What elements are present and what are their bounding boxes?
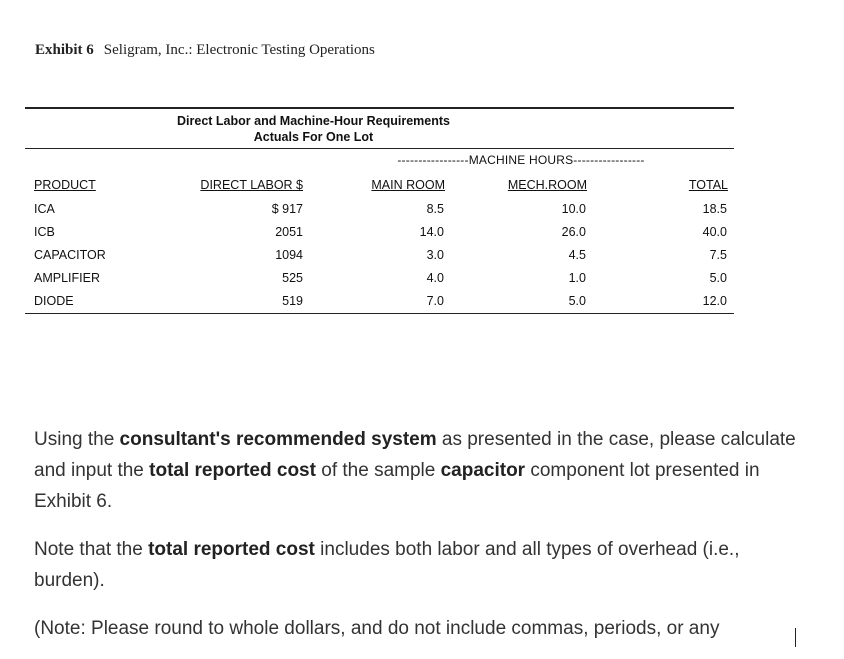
emphasis-total-reported-cost: total reported cost: [148, 539, 315, 560]
question-paragraph-1: [34, 424, 814, 517]
row-capacitor-total: 7.5: [709, 248, 727, 262]
header-mech-room: MECH.ROOM: [507, 178, 587, 192]
emphasis-capacitor: capacitor: [440, 460, 526, 481]
row-ica-labor: $ 917: [271, 202, 303, 216]
text-run: includes both labor and all types of overhead (i.e., burden).: [34, 539, 740, 591]
question-paragraph-3: (Note: Please round to whole dollars, and do not include commas, periods, or any: [34, 618, 720, 639]
row-amplifier-labor: 525: [282, 271, 303, 285]
exhibit-name: Seligram, Inc.: Electronic Testing Operations: [103, 42, 375, 58]
text-run: of the sample: [315, 460, 441, 481]
row-ica-total: 18.5: [702, 202, 727, 216]
exhibit-label: Exhibit 6: [35, 42, 94, 58]
exhibit-title: [35, 42, 375, 59]
emphasis-consultant-system: consultant's recommended system: [119, 429, 437, 450]
text-run: Note that the: [34, 539, 149, 560]
question-paragraph-2: [34, 534, 814, 596]
row-ica-main: 8.5: [426, 202, 444, 216]
header-product: PRODUCT: [34, 178, 96, 192]
table-caption: Direct Labor and Machine-Hour Requirements: [177, 114, 450, 128]
row-amplifier-total: 5.0: [709, 271, 727, 285]
table-bottom-rule: [25, 313, 734, 314]
row-capacitor-mech: 4.5: [568, 248, 586, 262]
text-cursor: [795, 628, 796, 647]
row-amplifier-main: 4.0: [426, 271, 444, 285]
machine-hours-header: -----------------MACHINE HOURS-----------------: [397, 153, 645, 167]
text-run: component lot presented in Exhibit 6.: [34, 460, 760, 512]
row-diode-mech: 5.0: [568, 294, 586, 308]
row-diode-total: 12.0: [702, 294, 727, 308]
text-run: Using the: [34, 429, 120, 450]
table-subcaption: Actuals For One Lot: [253, 130, 374, 144]
row-ica-mech: 10.0: [561, 202, 586, 216]
row-icb-total: 40.0: [702, 225, 727, 239]
text-run: as presented in the case, please calculate and input the: [34, 429, 796, 481]
row-capacitor-labor: 1094: [275, 248, 303, 262]
requirements-table: [25, 107, 734, 315]
emphasis-total-reported-cost: total reported cost: [149, 460, 316, 481]
table-header-rule: [25, 148, 734, 149]
header-total: TOTAL: [688, 178, 728, 192]
row-capacitor-main: 3.0: [426, 248, 444, 262]
row-icb-main: 14.0: [419, 225, 444, 239]
row-icb-labor: 2051: [275, 225, 303, 239]
row-diode-labor: 519: [282, 294, 303, 308]
row-diode-main: 7.0: [426, 294, 444, 308]
row-amplifier-mech: 1.0: [568, 271, 586, 285]
row-icb-mech: 26.0: [561, 225, 586, 239]
table-top-rule: [25, 107, 734, 109]
header-direct-labor: DIRECT LABOR $: [200, 178, 303, 192]
row-diode-product: DIODE: [34, 294, 74, 308]
row-icb-product: ICB: [34, 225, 55, 239]
row-ica-product: ICA: [34, 202, 55, 216]
header-main-room: MAIN ROOM: [371, 178, 445, 192]
row-capacitor-product: CAPACITOR: [34, 248, 106, 262]
row-amplifier-product: AMPLIFIER: [34, 271, 100, 285]
